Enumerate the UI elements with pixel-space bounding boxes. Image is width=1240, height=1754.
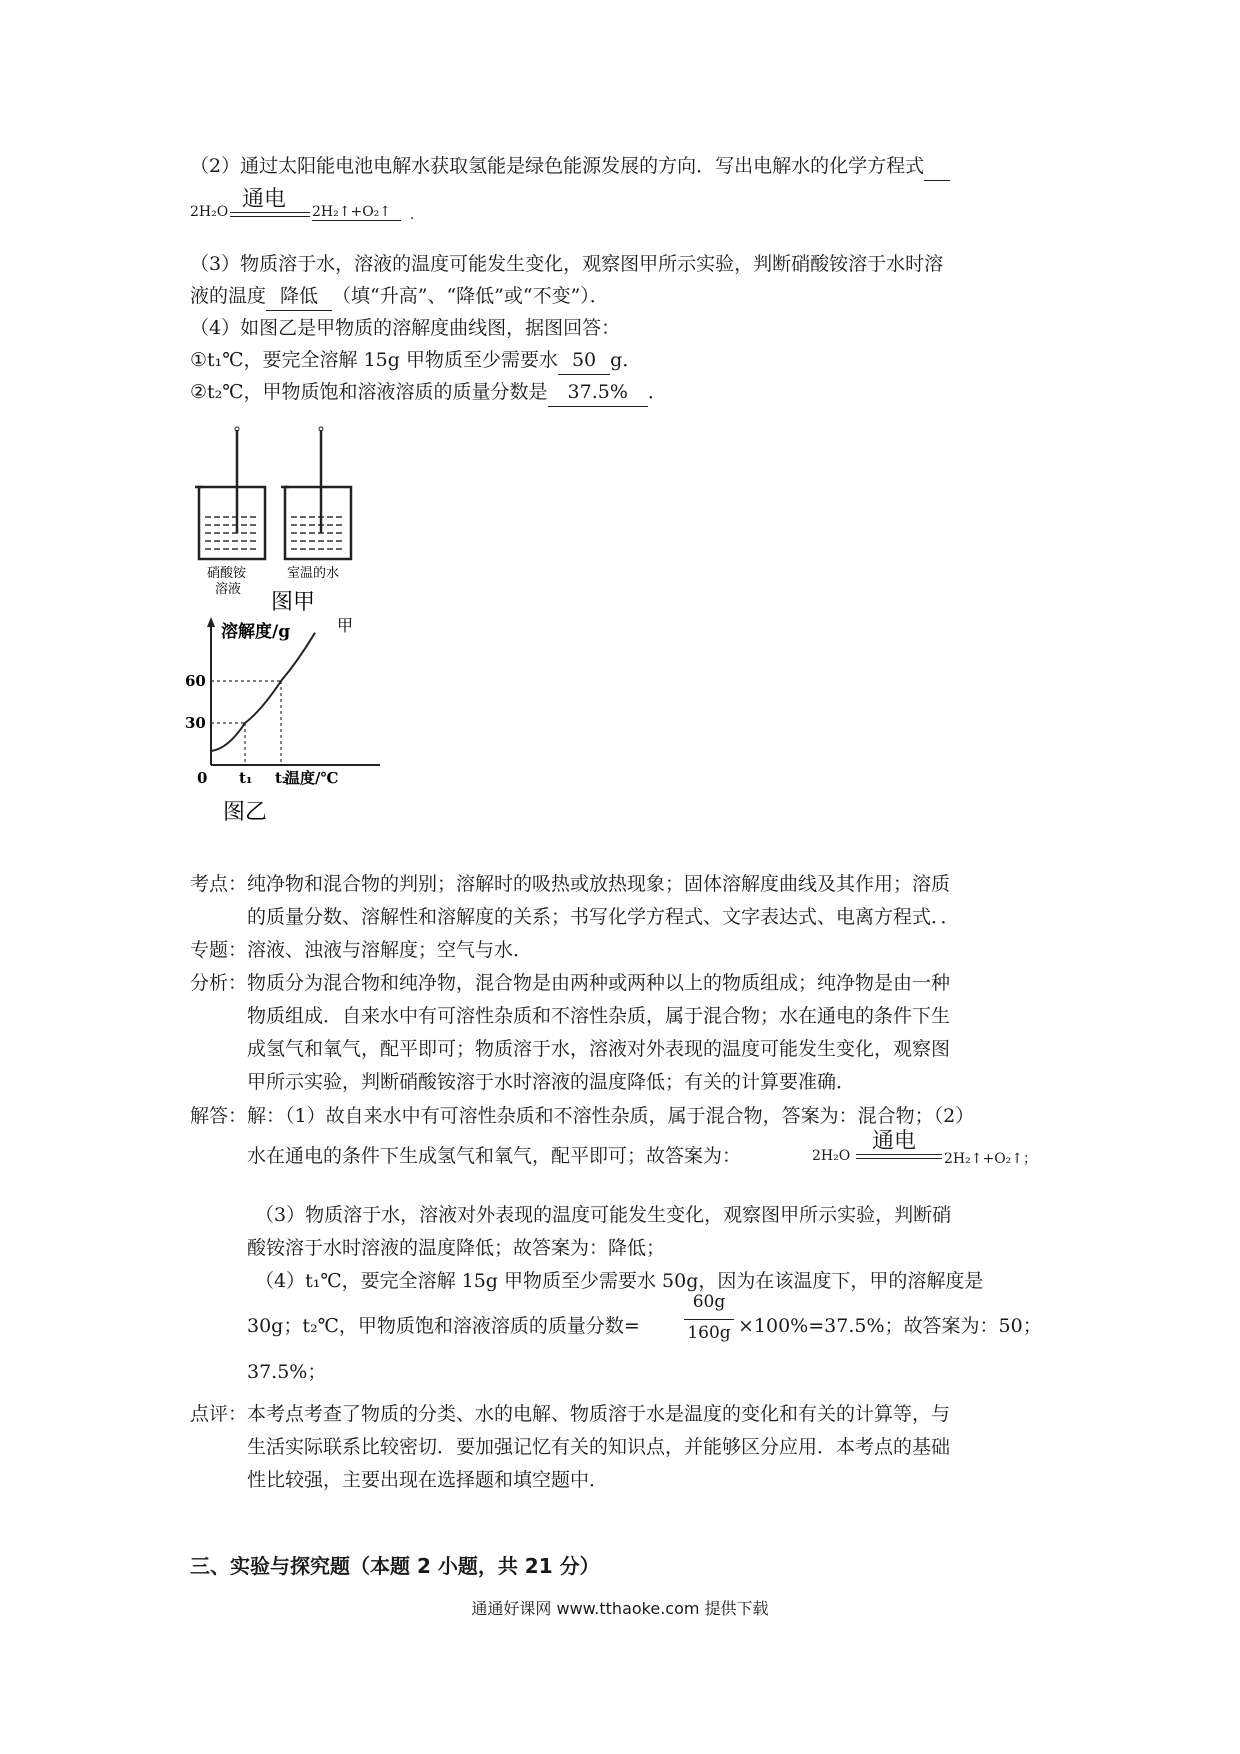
jieda-line1: 解答： 解：（1）故自来水中有可溶性杂质和不溶性杂质，属于混合物，答案为：混合物；（2） xyxy=(190,1105,975,1127)
beaker-room-water xyxy=(281,427,351,559)
q4-sub1: ①t₁℃，要完全溶解 15g 甲物质至少需要水 50 g． xyxy=(190,346,641,375)
figure-yi xyxy=(185,615,385,830)
section-title: 三、实验与探究题（本题 2 小题，共 21 分） xyxy=(190,1554,600,1578)
beaker1-label-line1: 硝酸铵 xyxy=(207,566,247,581)
q4-sub1-answer: 50 xyxy=(558,346,610,375)
x-axis-label: 温度/℃ xyxy=(285,769,339,787)
series-label: 甲 xyxy=(337,616,354,635)
y-tick-30: 30 xyxy=(185,714,206,732)
solubility-curve xyxy=(211,633,315,751)
dianping: 点评： 本考点考查了物质的分类、水的电解、物质溶于水是温度的变化和有关的计算等，与 生活实际联系比较密切．要加强记忆有关的知识点，并能够区分应用．本考点的基础 性比较强，主要出现在选择题和填空题中． xyxy=(190,1403,951,1491)
fenxi: 分析： 物质分为混合物和纯净物，混合物是由两种或两种以上的物质组成；纯净物是由一种 物质组成．自来水中有可溶性杂质和不溶性杂质，属于混合物；水在通电的条件下生 成氢气和氧气，配平即可；物质溶于水，溶液对外表现的温度可能发生变化，观察图 甲所示实验，判断硝酸铵溶于水时溶液的温度降低；有关的计算要准确． xyxy=(190,972,951,1093)
y-tick-60: 60 xyxy=(185,672,206,690)
figure-yi-caption: 图乙 xyxy=(223,800,268,825)
zhuanti: 专题： 溶液、浊液与溶解度；空气与水． xyxy=(190,939,533,961)
jieda-line6-post: ×100%=37.5%；故答案为：50； xyxy=(738,1315,1042,1337)
jieda-equation: 2H₂O 通电 2H₂↑+O₂↑； xyxy=(812,1129,1038,1167)
jieda-line2: 水在通电的条件下生成氢气和氧气，配平即可；故答案为： xyxy=(247,1145,742,1167)
q3-line2: 液的温度 降低 （填“升高”、“降低”或“不变”）． xyxy=(190,282,609,311)
beaker-ammonium-nitrate xyxy=(195,427,265,559)
jieda-line6-pre: 30g；t₂℃，甲物质饱和溶液溶质的质量分数= xyxy=(247,1315,640,1337)
footer: 通通好课网 www.tthaoke.com 提供下载 xyxy=(471,1599,769,1618)
q2-text: （2）通过太阳能电池电解水获取氢能是绿色能源发展的方向．写出电解水的化学方程式 xyxy=(190,152,950,181)
jieda-line7: 37.5%； xyxy=(247,1361,327,1383)
q4-line1: （4）如图乙是甲物质的溶解度曲线图，据图回答： xyxy=(190,317,621,339)
y-axis-label: 溶解度/g xyxy=(221,622,291,642)
q3-answer: 降低 xyxy=(266,282,332,311)
beaker1-label-line2: 溶液 xyxy=(215,582,242,597)
beaker2-label: 室温的水 xyxy=(287,566,340,581)
q2-equation: 2H₂O 通电 2H₂↑+O₂↑ ． xyxy=(190,182,430,226)
x-tick-t1: t₁ xyxy=(239,769,253,787)
jieda-line4: 酸铵溶于水时溶液的温度降低；故答案为：降低； xyxy=(247,1237,666,1259)
eq-condition: 通电 xyxy=(242,187,287,212)
figure-jia-caption: 图甲 xyxy=(271,590,316,615)
jieda-line3: （3）物质溶于水，溶液对外表现的温度可能发生变化，观察图甲所示实验，判断硝 xyxy=(255,1204,952,1226)
x-tick-t2: t₂ xyxy=(275,769,289,787)
q4-sub2: ②t₂℃，甲物质饱和溶液溶质的质量分数是 37.5% ． xyxy=(190,378,667,407)
q4-sub2-answer: 37.5% xyxy=(548,378,648,407)
jieda-line5: （4）t₁℃，要完全溶解 15g 甲物质至少需要水 50g，因为在该温度下，甲的溶解度是 xyxy=(255,1270,984,1292)
kaodian: 考点： 纯净物和混合物的判别；溶解时的吸热或放热现象；固体溶解度曲线及其作用；溶质 的质量分数、溶解性和溶解度的关系；书写化学方程式、文字表达式、电离方程式．． xyxy=(190,873,960,928)
jieda-fraction: 60g 160g xyxy=(684,1292,734,1352)
eq-right: 2H₂↑+O₂↑ xyxy=(312,204,401,221)
figure-jia xyxy=(195,425,375,615)
origin-label: 0 xyxy=(197,769,208,787)
q3-line1: （3）物质溶于水，溶液的温度可能发生变化，观察图甲所示实验，判断硝酸铵溶于水时溶 xyxy=(190,253,944,275)
eq-left: 2H₂O xyxy=(190,204,229,220)
